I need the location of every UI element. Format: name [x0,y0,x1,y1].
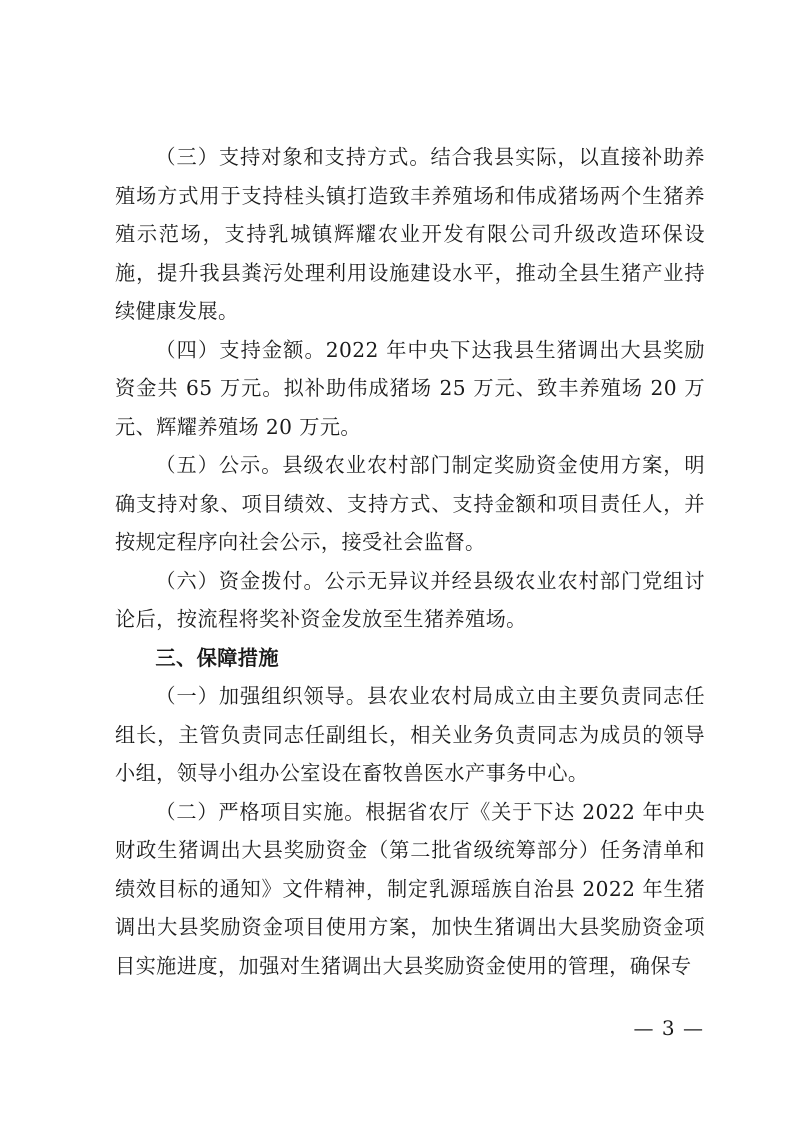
paragraph-organization-leadership: （一）加强组织领导。县农业农村局成立由主要负责同志任组长，主管负责同志任副组长，相关业务负责同志为成员的领导小组，领导小组办公室设在畜牧兽医水产事务中心。 [115,684,705,785]
section-title-safeguards: 三、保障措施 [155,645,279,670]
paragraph-support-targets: （三）支持对象和支持方式。结合我县实际，以直接补助养殖场方式用于支持桂头镇打造致丰养殖场和伟成猪场两个生猪养殖示范场，支持乳城镇辉耀农业开发有限公司升级改造环保设施，提升我县粪污处理利用设施建设水平，推动全县生猪产业持续健康发展。 [115,145,705,323]
paragraph-publicity: （五）公示。县级农业农村部门制定奖励资金使用方案，明确支持对象、项目绩效、支持方式、支持金额和项目责任人，并按规定程序向社会公示，接受社会监督。 [115,453,705,554]
paragraph-project-implementation: （二）严格项目实施。根据省农厅《关于下达 2022 年中央财政生猪调出大县奖励资金（第二批省级统筹部分）任务清单和绩效目标的通知》文件精神，制定乳源瑶族自治县 2022 年生猪调出大县奖励资金项目使用方案，加快生猪调出大县奖励资金项目实施进度，加强对生猪调出大县奖励资金使用的管理，确保专 [115,799,705,978]
paragraph-support-amount: （四）支持金额。2022 年中央下达我县生猪调出大县奖励资金共 65 万元。拟补助伟成猪场 25 万元、致丰养殖场 20 万元、辉耀养殖场 20 万元。 [115,337,705,439]
document-body [115,138,705,985]
page-number: — 3 — [633,1016,704,1040]
paragraph-fund-disbursement: （六）资金拨付。公示无异议并经县级农业农村部门党组讨论后，按流程将奖补资金发放至生猪养殖场。 [115,568,705,631]
